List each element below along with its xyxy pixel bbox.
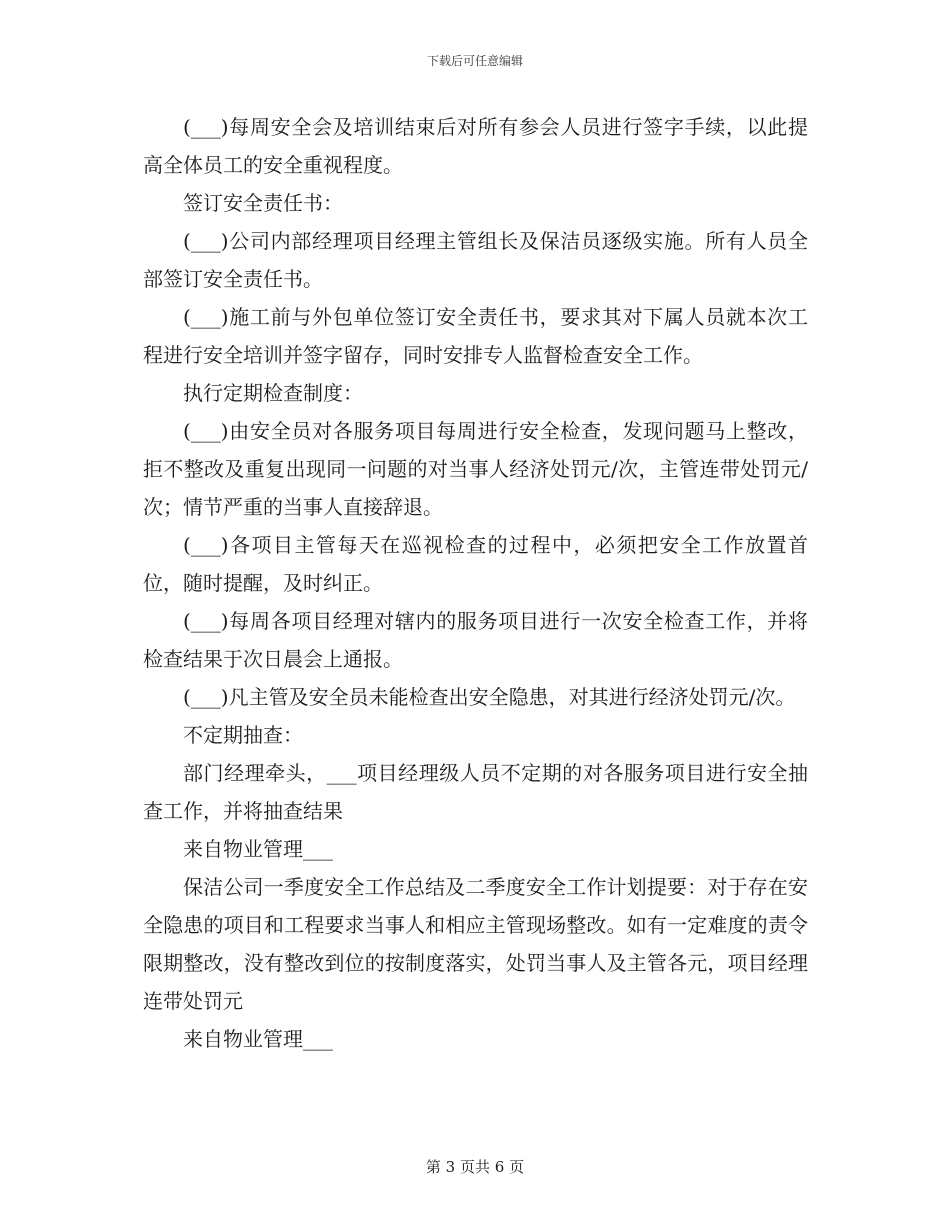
document-body: [143, 108, 808, 1058]
section-heading: 签订安全责任书：: [183, 191, 343, 215]
paragraph: (___)由安全员对各服务项目每周进行安全检查，发现问题马上整改，拒不整改及重复出现同一问题的对当事人经济处罚元/次，主管连带处罚元/次；情节严重的当事人直接辞退。: [143, 419, 808, 519]
paragraph: (___)各项目主管每天在巡视检查的过程中，必须把安全工作放置首位，随时提醒，及时纠正。: [143, 533, 808, 595]
source-note: 来自物业管理___: [183, 1027, 333, 1051]
paragraph: 部门经理牵头，___项目经理级人员不定期的对各服务项目进行安全抽查工作，并将抽查结果: [143, 761, 808, 823]
paragraph: (___)凡主管及安全员未能检查出安全隐患，对其进行经济处罚元/次。: [183, 685, 796, 709]
section-heading: 执行定期检查制度：: [183, 381, 363, 405]
paragraph: (___)施工前与外包单位签订安全责任书，要求其对下属人员就本次工程进行安全培训并签字留存，同时安排专人监督检查安全工作。: [143, 305, 808, 367]
paragraph: (___)公司内部经理项目经理主管组长及保洁员逐级实施。所有人员全部签订安全责任书。: [143, 229, 808, 291]
paragraph: (___)每周安全会及培训结束后对所有参会人员进行签字手续，以此提高全体员工的安全重视程度。: [143, 115, 808, 177]
section-heading: 不定期抽查：: [183, 723, 303, 747]
page-number: 第 3 页共 6 页: [425, 1158, 525, 1176]
page-header: 下载后可任意编辑: [426, 54, 523, 68]
source-note: 来自物业管理___: [183, 837, 333, 861]
paragraph: 保洁公司一季度安全工作总结及二季度安全工作计划提要：对于存在安全隐患的项目和工程要求当事人和相应主管现场整改。如有一定难度的责令限期整改，没有整改到位的按制度落实，处罚当事人及主管各元，项目经理连带处罚元: [143, 875, 808, 1013]
paragraph: (___)每周各项目经理对辖内的服务项目进行一次安全检查工作，并将检查结果于次日晨会上通报。: [143, 609, 808, 671]
